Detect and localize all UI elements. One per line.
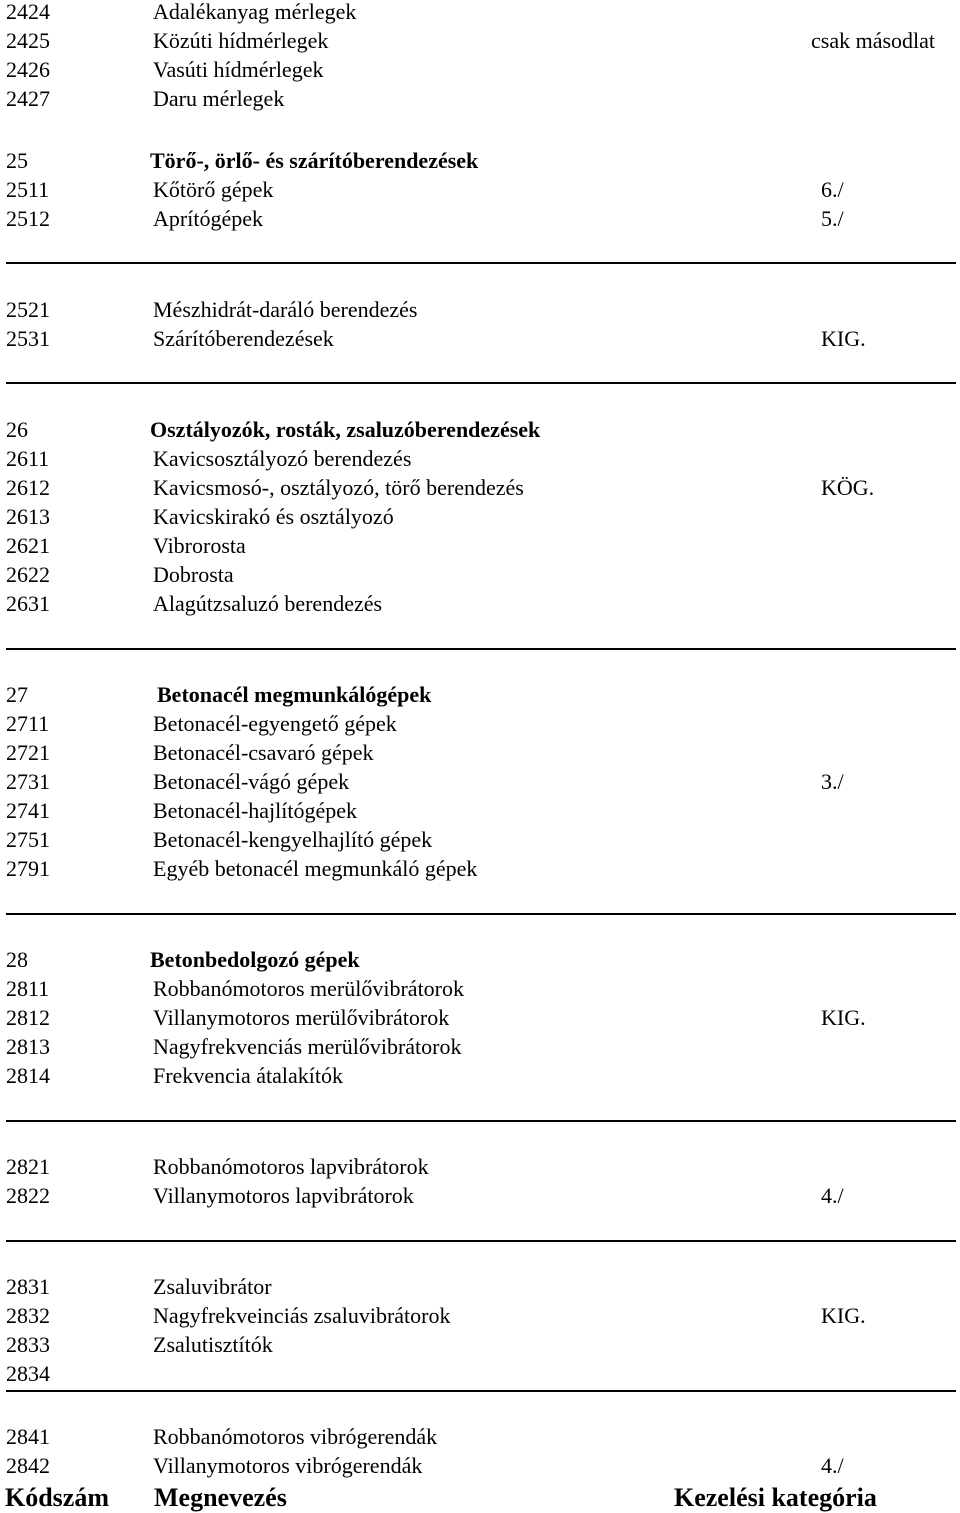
group-name: Betonbedolgozó gépek (150, 947, 360, 972)
section-divider (6, 1120, 956, 1122)
row-code: 2811 (6, 976, 50, 1001)
row-code: 2821 (6, 1154, 50, 1179)
row-name: Betonacél-vágó gépek (153, 769, 350, 794)
row-name: Betonacél-egyengető gépek (153, 711, 397, 736)
group-code: 27 (6, 682, 28, 707)
table-row (0, 1330, 960, 1359)
table-row (0, 204, 960, 233)
row-code: 2612 (6, 475, 50, 500)
section-divider (6, 1240, 956, 1242)
row-name: Villanymotoros vibrógerendák (153, 1453, 423, 1478)
row-name: Adalékanyag mérlegek (153, 0, 357, 24)
row-code: 2711 (6, 711, 50, 736)
row-name: Egyéb betonacél megmunkáló gépek (153, 856, 478, 881)
row-name: Villanymotoros merülővibrátorok (153, 1005, 450, 1030)
section-divider (6, 1390, 956, 1392)
row-category: 6./ (821, 177, 844, 202)
row-code: 2831 (6, 1274, 50, 1299)
section-divider (6, 262, 956, 264)
row-name: Frekvencia átalakítók (153, 1063, 343, 1088)
row-name: Nagyfrekvenciás merülővibrátorok (153, 1034, 462, 1059)
group-heading-row (0, 146, 960, 175)
table-row (0, 796, 960, 825)
table-row (0, 767, 960, 796)
row-name: Vasúti hídmérlegek (153, 57, 324, 82)
table-row (0, 1181, 960, 1210)
row-name: Zsalutisztítók (153, 1332, 273, 1357)
table-row (0, 1272, 960, 1301)
row-name: Aprítógépek (153, 206, 263, 231)
row-category: 4./ (821, 1453, 844, 1478)
table-row (0, 1422, 960, 1451)
table-row (0, 1003, 960, 1032)
row-code: 2812 (6, 1005, 50, 1030)
group-name: Osztályozók, rosták, zsaluzóberendezések (150, 417, 541, 442)
row-code: 2425 (6, 28, 50, 53)
row-name: Szárítóberendezések (153, 326, 334, 351)
section-divider (6, 648, 956, 650)
row-name: Zsaluvibrátor (153, 1274, 272, 1299)
row-code: 2424 (6, 0, 50, 24)
row-code: 2814 (6, 1063, 50, 1088)
row-code: 2512 (6, 206, 50, 231)
table-row (0, 854, 960, 883)
table-row (0, 502, 960, 531)
row-name: Robbanómotoros lapvibrátorok (153, 1154, 429, 1179)
group-heading-row (0, 680, 960, 709)
table-row (0, 560, 960, 589)
row-category: 3./ (821, 769, 844, 794)
row-code: 2813 (6, 1034, 50, 1059)
row-category: csak másodlat (811, 28, 936, 53)
row-code: 2833 (6, 1332, 50, 1357)
row-name: Dobrosta (153, 562, 234, 587)
row-name: Kavicskirakó és osztályozó (153, 504, 394, 529)
group-name: Törő-, örlő- és szárítóberendezések (150, 148, 479, 173)
table-row (0, 0, 960, 26)
row-code: 2511 (6, 177, 50, 202)
row-name: Kavicsosztályozó berendezés (153, 446, 412, 471)
table-row (0, 738, 960, 767)
row-category: KÖG. (821, 475, 875, 500)
table-row (0, 444, 960, 473)
row-name: Betonacél-hajlítógépek (153, 798, 358, 823)
row-code: 2427 (6, 86, 50, 111)
section-divider (6, 382, 956, 384)
table-row (0, 1301, 960, 1330)
table-row (0, 1061, 960, 1090)
row-name: Daru mérlegek (153, 86, 285, 111)
row-category: KIG. (821, 326, 866, 351)
row-category: 5./ (821, 206, 844, 231)
group-heading-row (0, 415, 960, 444)
group-name: Betonacél megmunkálógépek (157, 682, 432, 707)
row-code: 2531 (6, 326, 50, 351)
table-row (0, 84, 960, 113)
row-name: Mészhidrát-daráló berendezés (153, 297, 418, 322)
row-name: Robbanómotoros merülővibrátorok (153, 976, 465, 1001)
column-header-row (0, 1482, 960, 1513)
row-code: 2611 (6, 446, 50, 471)
row-category: 4./ (821, 1183, 844, 1208)
row-code: 2741 (6, 798, 50, 823)
header-code: Kódszám (5, 1483, 109, 1512)
row-name: Alagútzsaluzó berendezés (153, 591, 383, 616)
row-name: Villanymotoros lapvibrátorok (153, 1183, 414, 1208)
group-heading-row (0, 945, 960, 974)
table-row (0, 473, 960, 502)
row-category: KIG. (821, 1005, 866, 1030)
row-code: 2834 (6, 1361, 50, 1386)
table-row (0, 1032, 960, 1061)
table-row (0, 295, 960, 324)
row-name: Nagyfrekveinciás zsaluvibrátorok (153, 1303, 451, 1328)
table-row (0, 1359, 960, 1388)
row-code: 2832 (6, 1303, 50, 1328)
row-name: Betonacél-kengyelhajlító gépek (153, 827, 433, 852)
table-row (0, 324, 960, 353)
row-name: Robbanómotoros vibrógerendák (153, 1424, 438, 1449)
row-name: Közúti hídmérlegek (153, 28, 329, 53)
table-row (0, 26, 960, 55)
row-code: 2751 (6, 827, 50, 852)
table-row (0, 589, 960, 618)
header-category: Kezelési kategória (674, 1483, 877, 1512)
row-code: 2613 (6, 504, 50, 529)
row-code: 2842 (6, 1453, 50, 1478)
row-name: Betonacél-csavaró gépek (153, 740, 374, 765)
group-code: 28 (6, 947, 28, 972)
group-code: 25 (6, 148, 28, 173)
row-name: Kavicsmosó-, osztályozó, törő berendezés (153, 475, 524, 500)
row-code: 2731 (6, 769, 50, 794)
row-name: Kőtörő gépek (153, 177, 274, 202)
group-code: 26 (6, 417, 28, 442)
table-row (0, 974, 960, 1003)
table-row (0, 175, 960, 204)
row-code: 2621 (6, 533, 50, 558)
row-code: 2631 (6, 591, 50, 616)
row-code: 2841 (6, 1424, 50, 1449)
table-row (0, 709, 960, 738)
row-code: 2426 (6, 57, 50, 82)
row-name: Vibrorosta (153, 533, 246, 558)
row-code: 2721 (6, 740, 50, 765)
row-code: 2822 (6, 1183, 50, 1208)
row-code: 2791 (6, 856, 50, 881)
row-code: 2521 (6, 297, 50, 322)
table-row (0, 55, 960, 84)
table-row (0, 531, 960, 560)
table-row (0, 1152, 960, 1181)
table-row (0, 825, 960, 854)
section-divider (6, 913, 956, 915)
header-name: Megnevezés (154, 1483, 287, 1512)
row-code: 2622 (6, 562, 50, 587)
row-category: KIG. (821, 1303, 866, 1328)
table-row (0, 1451, 960, 1480)
